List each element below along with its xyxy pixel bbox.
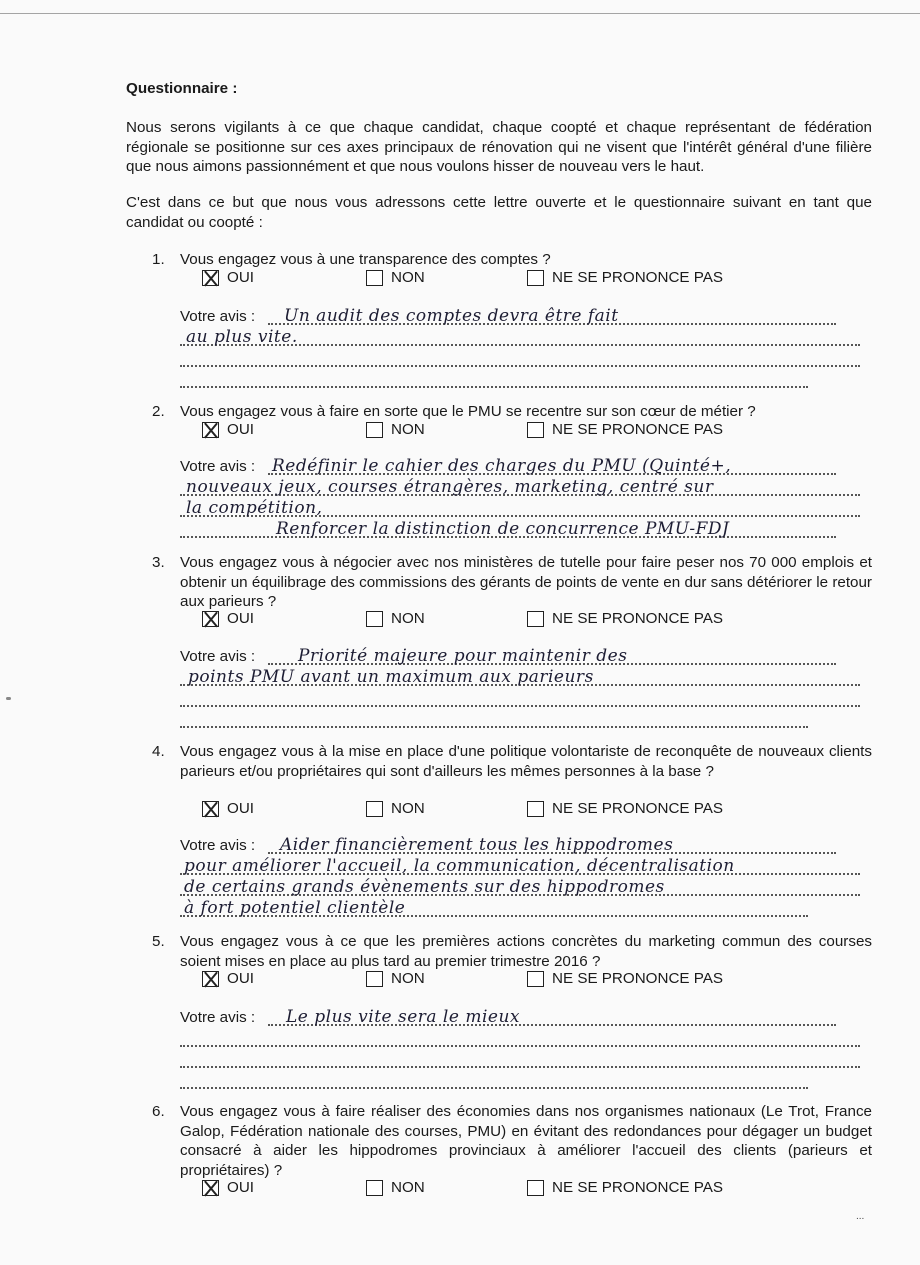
checkbox-checked-icon[interactable]: [202, 1180, 219, 1196]
checkbox-icon[interactable]: [366, 422, 383, 438]
checkbox-checked-icon[interactable]: [202, 971, 219, 987]
handwritten-answer: de certains grands évènements sur des hippodromes: [184, 878, 665, 897]
question-1: 1. Vous engagez vous à une transparence des comptes ?: [152, 250, 872, 270]
answer-q3: Votre avis : Priorité majeure pour maintenir des points PMU avant un maximum aux parieurs: [180, 647, 860, 731]
option-oui[interactable]: OUI: [202, 609, 254, 629]
question-3: 3. Vous engagez vous à négocier avec nos ministères de tutelle pour faire peser nos 70 000 emplois et obtenir un équilibrage des commissions des gérants de points de vente en dur sans détériorer le retour aux parieurs ?: [152, 554, 872, 610]
avis-label: Votre avis :: [180, 308, 256, 325]
option-nspp[interactable]: NE SE PRONONCE PAS: [527, 1178, 723, 1198]
question-text: Vous engagez vous à ce que les premières actions concrètes du marketing commun des courses soient mises en place au plus tard au premier trimestre 2016 ?: [180, 933, 872, 970]
answer-q2: Votre avis : Redéfinir le cahier des charges du PMU (Quinté+, nouveaux jeux, courses étrangères, marketing, centré sur la compétition, Renforcer la distinction de concurrence PMU-FDJ: [180, 457, 860, 541]
option-oui[interactable]: OUI: [202, 420, 254, 440]
question-text: Vous engagez vous à faire réaliser des économies dans nos organismes nationaux (Le Trot, France Galop, Fédération nationale des courses, PMU) en évitant des redondances pour dégager un budget consacré à aider les hippodromes provinciaux à améliorer l'accueil des clients (parieurs et propriétaires) ?: [180, 1103, 872, 1179]
handwritten-answer: la compétition,: [186, 499, 323, 518]
checkbox-checked-icon[interactable]: [202, 611, 219, 627]
checkbox-checked-icon[interactable]: [202, 801, 219, 817]
checkbox-icon[interactable]: [366, 1180, 383, 1196]
option-nspp[interactable]: NE SE PRONONCE PAS: [527, 420, 723, 440]
option-oui[interactable]: OUI: [202, 799, 254, 819]
handwritten-answer: à fort potentiel clientèle: [184, 899, 406, 918]
option-non[interactable]: NON: [366, 969, 425, 989]
option-non[interactable]: NON: [366, 609, 425, 629]
answer-q4: Votre avis : Aider financièrement tous les hippodromes pour améliorer l'accueil, la communication, décentralisation de certains grands évènements sur des hippodromes à fort potentiel clientèle: [180, 836, 860, 920]
question-6: 6. Vous engagez vous à faire réaliser des économies dans nos organismes nationaux (Le Trot, France Galop, Fédération nationale des courses, PMU) en évitant des redondances pour dégager un budget consacré à aider les hippodromes provinciaux à améliorer l'accueil des clients (parieurs et propriétaires) ?: [152, 1103, 872, 1179]
options-q3: [202, 609, 762, 629]
page-title: Questionnaire :: [126, 80, 238, 97]
checkbox-icon[interactable]: [366, 611, 383, 627]
handwritten-answer: Le plus vite sera le mieux: [286, 1008, 520, 1027]
checkbox-icon[interactable]: [527, 801, 544, 817]
handwritten-answer: au plus vite.: [186, 328, 298, 347]
option-nspp[interactable]: NE SE PRONONCE PAS: [527, 799, 723, 819]
option-non[interactable]: NON: [366, 420, 425, 440]
handwritten-answer: Renforcer la distinction de concurrence PMU-FDJ: [276, 520, 730, 539]
checkbox-icon[interactable]: [527, 971, 544, 987]
option-oui[interactable]: OUI: [202, 969, 254, 989]
option-non[interactable]: NON: [366, 1178, 425, 1198]
checkbox-checked-icon[interactable]: [202, 270, 219, 286]
handwritten-answer: Aider financièrement tous les hippodromes: [280, 836, 674, 855]
question-text: Vous engagez vous à négocier avec nos ministères de tutelle pour faire peser nos 70 000 emplois et obtenir un équilibrage des commissions des gérants de points de vente en dur sans détériorer le retour aux parieurs ?: [180, 554, 872, 610]
handwritten-answer: points PMU avant un maximum aux parieurs: [188, 668, 594, 687]
intro-paragraph-2: C'est dans ce but que nous vous adressons cette lettre ouverte et le questionnaire suivant en tant que candidat ou coopté :: [126, 194, 872, 231]
options-q1: [202, 268, 762, 288]
handwritten-answer: nouveaux jeux, courses étrangères, marketing, centré sur: [186, 478, 714, 497]
question-text: Vous engagez vous à la mise en place d'une politique volontariste de reconquête de nouveaux clients parieurs et/ou propriétaires qui sont d'ailleurs les mêmes personnes à la base ?: [180, 743, 872, 780]
option-nspp[interactable]: NE SE PRONONCE PAS: [527, 609, 723, 629]
answer-q5: Votre avis : Le plus vite sera le mieux: [180, 1008, 860, 1092]
options-q2: [202, 420, 762, 440]
options-q6: [202, 1178, 762, 1198]
answer-q1: [180, 307, 860, 391]
checkbox-icon[interactable]: [527, 270, 544, 286]
checkbox-icon[interactable]: [527, 1180, 544, 1196]
handwritten-answer: Un audit des comptes devra être fait: [284, 307, 619, 326]
handwritten-answer: pour améliorer l'accueil, la communication, décentralisation: [184, 857, 735, 876]
checkbox-icon[interactable]: [366, 971, 383, 987]
checkbox-icon[interactable]: [527, 611, 544, 627]
option-non[interactable]: NON: [366, 268, 425, 288]
question-text: Vous engagez vous à faire en sorte que le PMU se recentre sur son cœur de métier ?: [180, 403, 756, 420]
option-oui[interactable]: OUI: [202, 1178, 254, 1198]
question-5: 5. Vous engagez vous à ce que les premières actions concrètes du marketing commun des courses soient mises en place au plus tard au premier trimestre 2016 ?: [152, 933, 872, 970]
question-2: 2. Vous engagez vous à faire en sorte que le PMU se recentre sur son cœur de métier ?: [152, 402, 872, 422]
question-text: Vous engagez vous à une transparence des comptes ?: [180, 251, 551, 268]
handwritten-answer: Redéfinir le cahier des charges du PMU (Quinté+,: [272, 457, 732, 476]
option-oui[interactable]: OUI: [202, 268, 254, 288]
scan-top-edge: [0, 13, 920, 14]
page-corner-mark: ...: [856, 1211, 865, 1222]
option-nspp[interactable]: NE SE PRONONCE PAS: [527, 969, 723, 989]
option-non[interactable]: NON: [366, 799, 425, 819]
checkbox-icon[interactable]: [366, 270, 383, 286]
options-q5: [202, 969, 762, 989]
handwritten-answer: Priorité majeure pour maintenir des: [298, 647, 628, 666]
scan-speck: [6, 697, 11, 700]
options-q4: [202, 799, 762, 819]
checkbox-icon[interactable]: [366, 801, 383, 817]
question-4: 4. Vous engagez vous à la mise en place d'une politique volontariste de reconquête de nouveaux clients parieurs et/ou propriétaires qui sont d'ailleurs les mêmes personnes à la base ?: [152, 743, 872, 780]
checkbox-icon[interactable]: [527, 422, 544, 438]
checkbox-checked-icon[interactable]: [202, 422, 219, 438]
intro-paragraph-1: Nous serons vigilants à ce que chaque candidat, chaque coopté et chaque représentant de fédération régionale se positionne sur ces axes principaux de rénovation qui ne visent que l'intérêt général d'une filière que nous aimons passionnément et que nous voulons hisser de nouveau vers le haut.: [126, 119, 872, 175]
option-nspp[interactable]: NE SE PRONONCE PAS: [527, 268, 723, 288]
